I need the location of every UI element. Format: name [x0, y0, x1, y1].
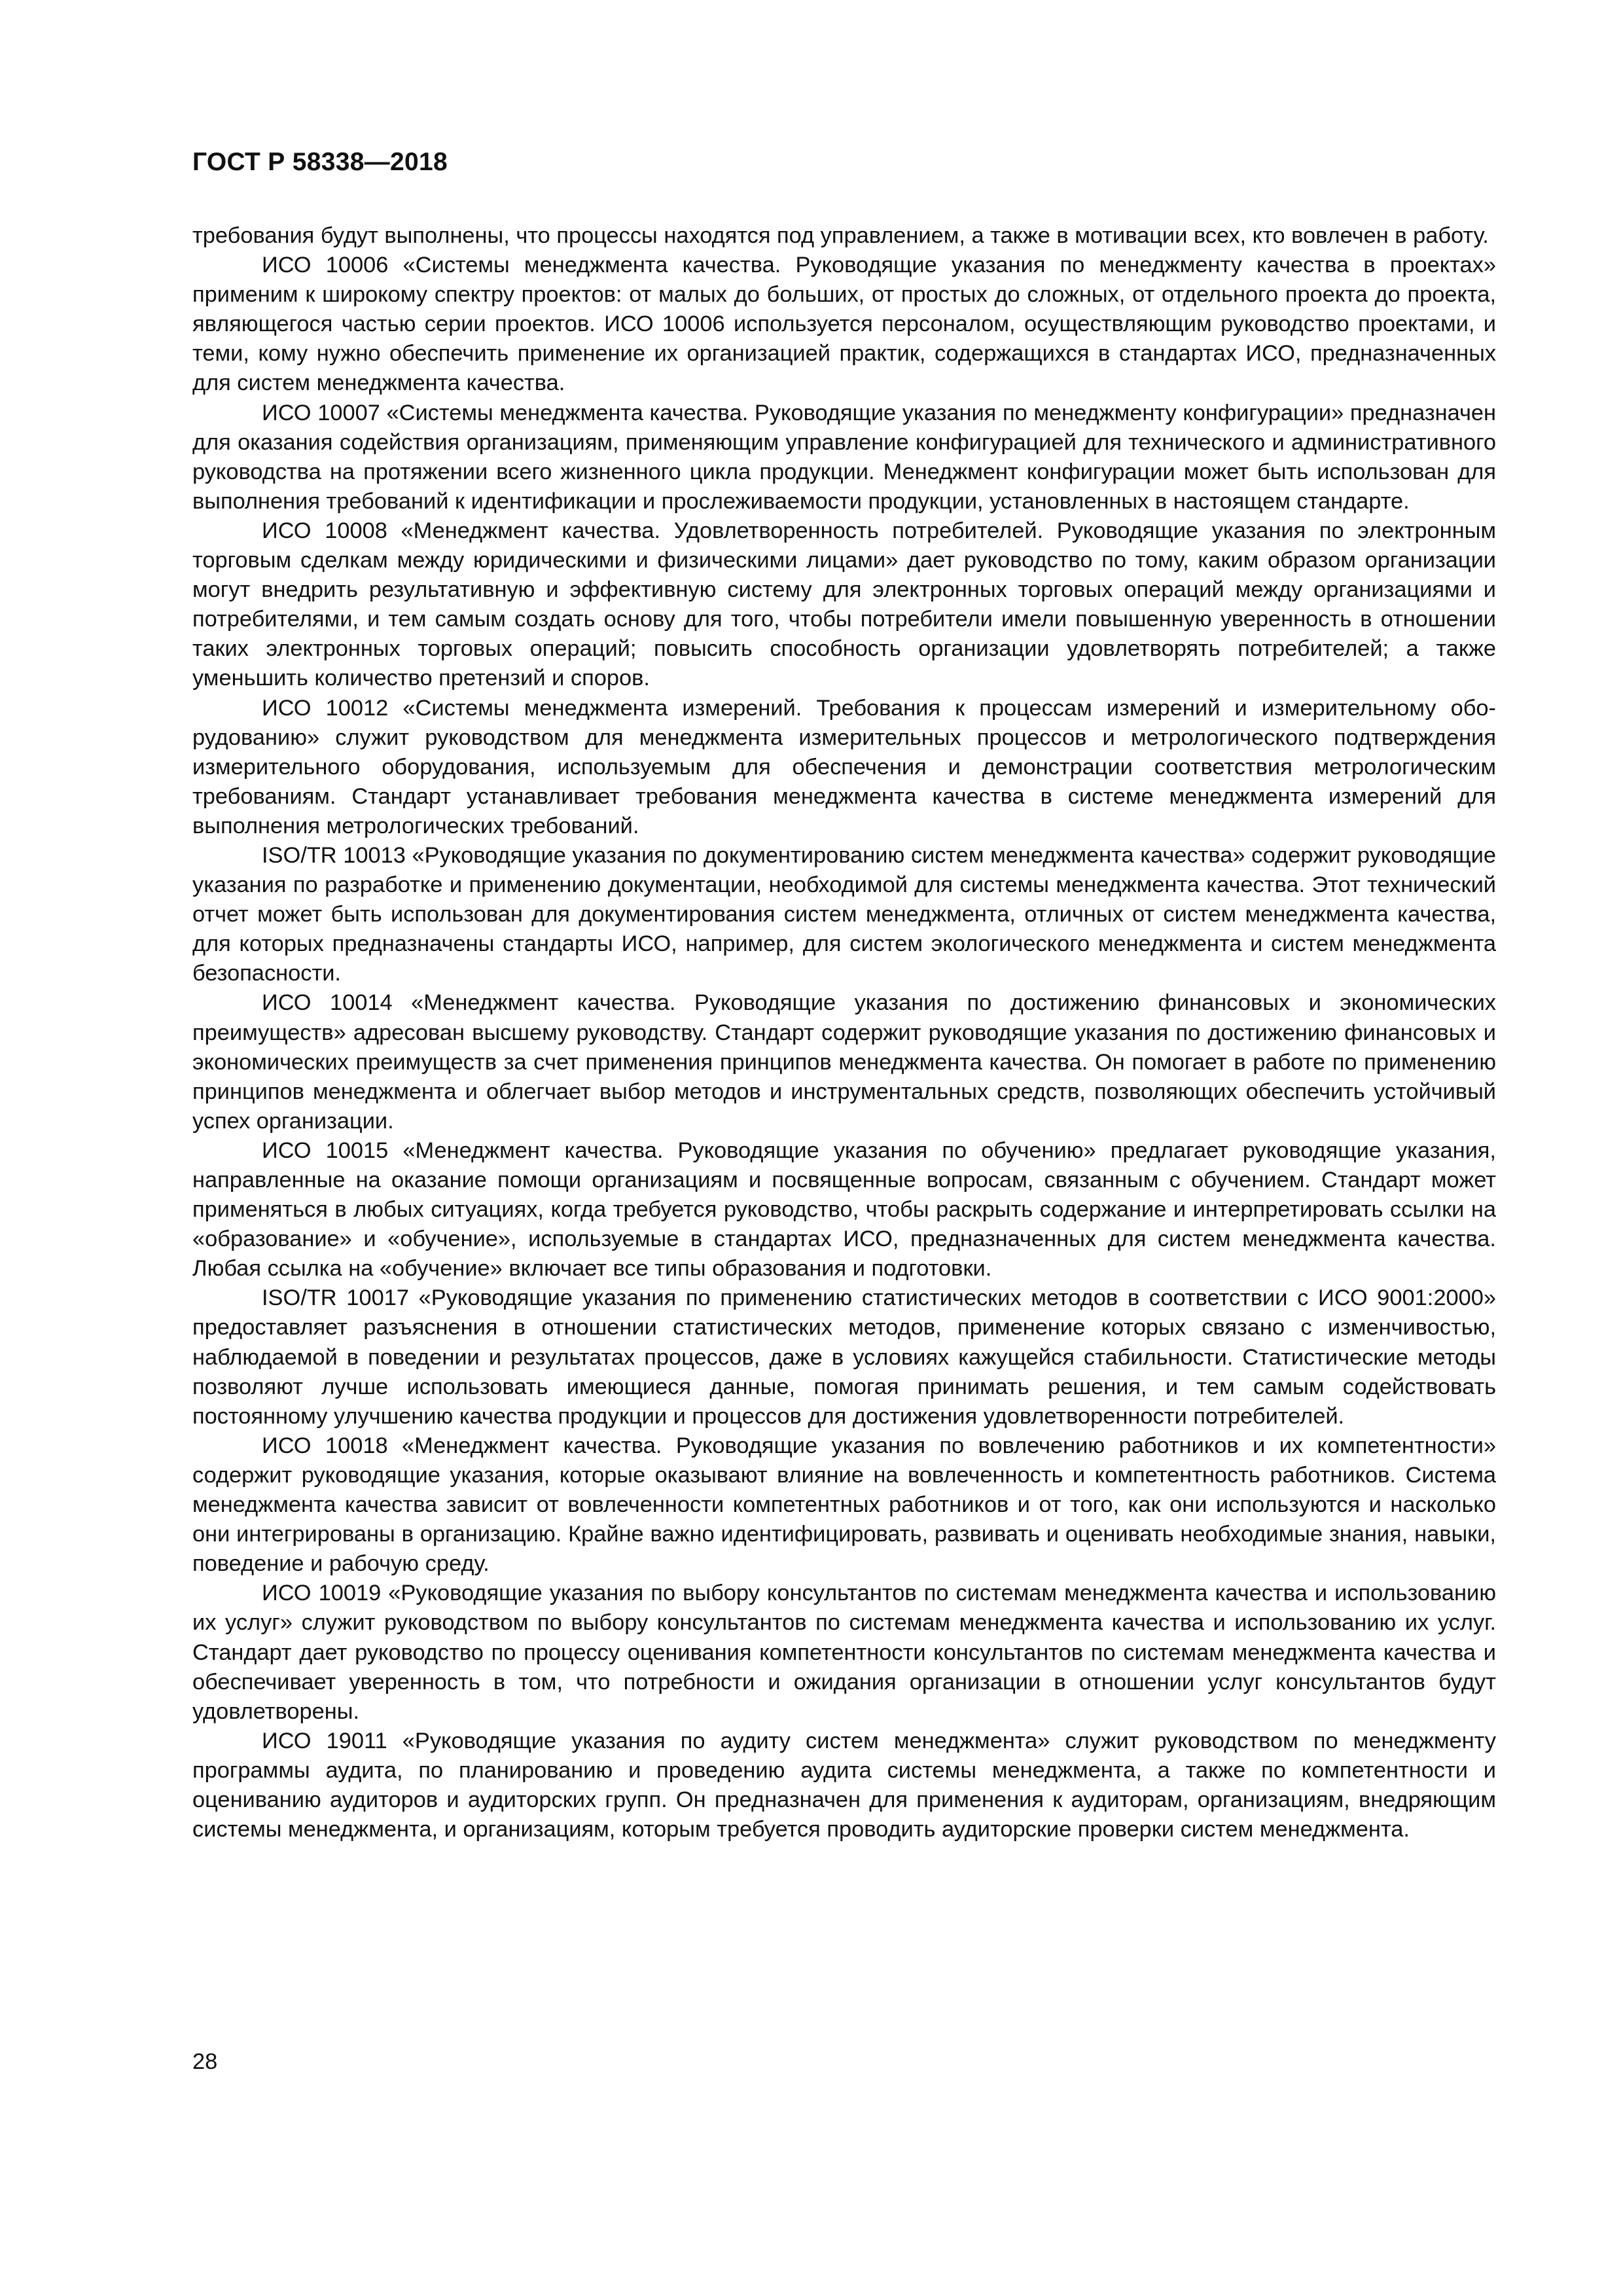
paragraph-iso-tr-10017: ISO/TR 10017 «Руководящие указания по применению статистических методов в соответствии с ИСО 9001:2000» предоставляет разъяснения в отношении статистических методов, применение которых связано с изменчивостью, наблюдаемой в поведении и результатах процессов, даже в условиях кажущейся стабильности. Статистические методы позволяют лучше использовать имеющиеся данные, помогая принимать решения, и тем самым содействовать постоянному улучшению качества продукции и процессов для достижения удовлетворенности потребителей. — [192, 1285, 1496, 1429]
paragraph-iso-10007: ИСО 10007 «Системы менеджмента качества. Руководящие указания по менеджменту конфигурации» предназначен для оказания содействия организациям, применяющим управление конфигурацией для технического и административного руководства на протяжении всего жизненного цикла продукции. Менеджмент конфигурации может быть использован для выполнения требований к идентификации и прослеживаемости продукции, установленных в настоящем стандарте. — [192, 400, 1496, 514]
paragraph-iso-10008: ИСО 10008 «Менеджмент качества. Удовлетворенность потребителей. Руководящие указания по электронным торговым сделкам между юридическими и физическими лицами» дает руководство по тому, каким образом организации могут внедрить результативную и эффективную систему для электронных торговых операций между организациями и потребителями, и тем самым создать основу для того, чтобы потребители имели повышенную уверенность в отношении таких электронных торговых операций; повысить способность организации удовлетворять потребителей; а также уменьшить количество претензий и споров. — [192, 518, 1496, 691]
paragraph-iso-tr-10013: ISO/TR 10013 «Руководящие указания по документированию систем менеджмента качества» содержит руководящие указания по разработке и применению документации, необходимой для системы менеджмента качества. Этот технический отчет может быть использован для документирования систем менеджмента, отличных от систем менеджмента качества, для которых предназначены стандарты ИСО, например, для систем экологического менеджмента и систем менеджмента безопасности. — [192, 842, 1496, 986]
paragraph-iso-10019: ИСО 10019 «Руководящие указания по выбору консультантов по системам менеджмента качества и использованию их услуг» служит руководством по выбору консультантов по системам менеджмента качества и использованию их услуг. Стандарт дает руководство по процессу оценивания компетентности консультантов по системам менеджмента качества и обеспечивает уверенность в том, что потребности и ожидания организации в отношении услуг консультантов будут удовлетворены. — [192, 1581, 1496, 1724]
paragraph-continuation: требования будут выполнены, что процессы находятся под управлением, а также в мотивации всех, кто вовлечен в работу. — [192, 223, 1489, 248]
document-body — [192, 221, 1496, 1844]
document-header: ГОСТ Р 58338—2018 — [192, 148, 448, 176]
page-number: 28 — [192, 2049, 218, 2074]
paragraph-iso-10015: ИСО 10015 «Менеджмент качества. Руководящие указания по обучению» предлагает руководящие указания, направленные на оказание помощи организациям и посвященные вопросам, связанным с обучением. Стандарт может применяться в любых ситуациях, когда требуется руководство, чтобы раскрыть содержание и интерпретировать ссылки на «образование» и «обучение», используемые в стандартах ИСО, предназначенных для систем менеджмента качества. Любая ссылка на «обучение» включает все типы образования и подготовки. — [192, 1138, 1496, 1282]
paragraph-iso-10018: ИСО 10018 «Менеджмент качества. Руководящие указания по вовлечению работников и их компетентности» содержит руководящие указания, которые оказывают влияние на вовлеченность и компетентность работников. Система менеджмента качества зависит от вовлеченности компетентных работников и от того, как они используются и насколько они интегрированы в организацию. Крайне важно идентифицировать, развивать и оценивать необходимые знания, навыки, поведение и рабочую среду. — [192, 1433, 1496, 1577]
paragraph-iso-19011: ИСО 19011 «Руководящие указания по аудиту систем менеджмента» служит руководством по менеджменту программы аудита, по планированию и проведению аудита системы менеджмента, а также по компетентности и оцениванию аудиторов и аудиторских групп. Он предназначен для применения к аудиторам, организациям, внедряющим системы менеджмента, и организациям, которым требуется проводить аудиторские проверки систем менеджмента. — [192, 1728, 1496, 1842]
paragraph-iso-10014: ИСО 10014 «Менеджмент качества. Руководящие указания по достижению финансовых и экономических преимуществ» адресован высшему руководству. Стандарт содержит руководящие указания по достижению финансовых и экономических преимуществ за счет применения принципов менеджмента качества. Он помогает в работе по применению принципов менеджмента и облегчает выбор методов и инструментальных средств, позволяющих обеспечить устойчивый успех организации. — [192, 990, 1496, 1134]
paragraph-iso-10012: ИСО 10012 «Системы менеджмента измерений. Требования к процессам измерений и измерительному оборудованию» служит руководством для менеджмента измерительных процессов и метрологического подтверждения измерительного оборудования, используемым для обеспечения и демонстрации соответствия метрологическим требованиям. Стандарт устанавливает требования менеджмента качества в системе менеджмента измерений для выполнения метрологических требований. — [192, 695, 1496, 838]
paragraph-iso-10006: ИСО 10006 «Системы менеджмента качества. Руководящие указания по менеджменту качества в проектах» применим к широкому спектру проектов: от малых до больших, от простых до сложных, от отдельного проекта до проекта, являющегося частью серии проектов. ИСО 10006 используется персоналом, осуществляющим руководство проектами, и теми, кому нужно обеспечить применение их организацией практик, содержащихся в стандартах ИСО, предназначенных для систем менеджмента качества. — [192, 253, 1496, 396]
